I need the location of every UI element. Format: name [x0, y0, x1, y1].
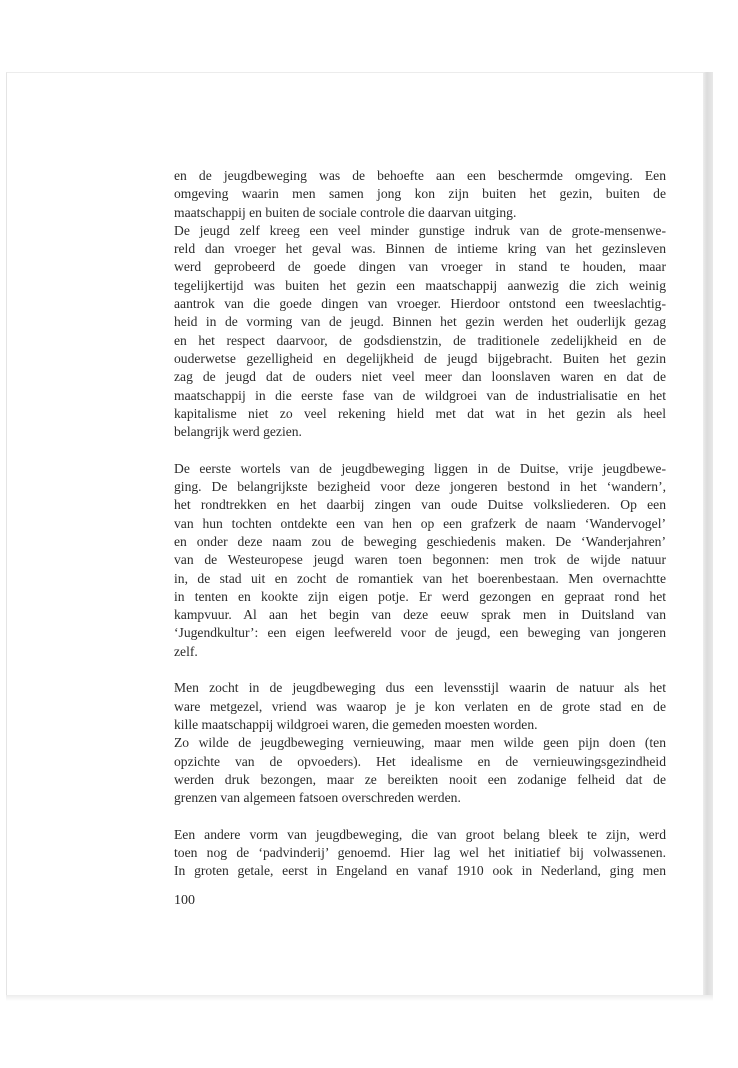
text-line: maatschappij en buiten de sociale controle die daarvan uitging.: [174, 204, 517, 220]
text-line: tegelijkertijd was buiten het gezin een maatschappij aanwezig die zich weinig: [174, 277, 666, 293]
text-line: zelf.: [174, 643, 198, 659]
text-line: kapitalisme niet zo veel rekening hield met dat wat in het gezin als heel: [174, 405, 666, 421]
text-line: van hun tochten ontdekte een van hen op een grafzerk de naam ‘Wandervogel’: [174, 515, 666, 531]
text-line: ware metgezel, vriend was waarop je je kon verlaten en de grote stad en de: [174, 698, 666, 714]
text-line: maatschappij in die eerste fase van de wildgroei van de industrialisatie en het: [174, 387, 666, 403]
paragraph-gap: [174, 807, 666, 825]
text-line: en het respect daarvoor, de godsdienstzin, de traditionele zedelijkheid en de: [174, 332, 666, 348]
text-line: ouderwetse gezelligheid en degelijkheid de jeugd bijgebracht. Buiten het gezin: [174, 350, 666, 366]
paragraph-gap: [174, 661, 666, 679]
text-line: Een andere vorm van jeugdbeweging, die van groot belang bleek te zijn, werd: [174, 826, 666, 842]
paragraph: [174, 222, 666, 442]
paragraph: [174, 679, 666, 734]
text-line: en onder deze naam zou de beweging geschiedenis maken. De ‘Wanderjahren’: [174, 533, 666, 549]
body-text: [174, 167, 666, 881]
text-line: kille maatschappij wildgroei waren, die gemeden moesten worden.: [174, 716, 538, 732]
paragraph: [174, 734, 666, 807]
text-line: werden druk bezongen, maar ze bereikten nooit een zodanige felheid dat de: [174, 771, 666, 787]
text-line: grenzen van algemeen fatsoen overschreden werden.: [174, 790, 461, 806]
text-line: ging. De belangrijkste bezigheid voor deze jongeren bestond in het ‘wandern’,: [174, 479, 666, 495]
text-line: heid in de vorming van de jeugd. Binnen het gezin werden het ouderlijk gezag: [174, 314, 666, 330]
text-line: opzichte van de opvoeders). Het idealisme en de vernieuwingsgezindheid: [174, 753, 666, 769]
text-line: het rondtrekken en het daarbij zingen van oude Duitse volksliederen. Op een: [174, 497, 666, 513]
page-shadow: [6, 995, 713, 1001]
paragraph-gap: [174, 441, 666, 459]
text-line: reld dan vroeger het geval was. Binnen de intieme kring van het gezinsleven: [174, 241, 666, 257]
text-line: toen nog de ‘padvinderij’ genoemd. Hier lag wel het initiatief bij volwassenen.: [174, 844, 666, 860]
text-line: aantrok van die goede dingen van vroeger. Hierdoor ontstond een tweeslachtig-: [174, 296, 666, 312]
page-edge: [703, 72, 713, 997]
text-line: omgeving waarin men samen jong kon zijn buiten het gezin, buiten de: [174, 186, 666, 202]
text-line: Men zocht in de jeugdbeweging dus een levensstijl waarin de natuur als het: [174, 680, 666, 696]
text-line: De eerste wortels van de jeugdbeweging liggen in de Duitse, vrije jeugdbewe-: [174, 460, 666, 476]
paragraph: [174, 460, 666, 661]
text-line: In groten getale, eerst in Engeland en vanaf 1910 ook in Nederland, ging men: [174, 863, 666, 879]
paragraph: [174, 826, 666, 881]
text-line: zag de jeugd dat de ouders niet veel meer dan loonslaven waren en dat de: [174, 369, 666, 385]
paragraph: [174, 167, 666, 222]
text-line: De jeugd zelf kreeg een veel minder gunstige indruk van de grote-mensenwe-: [174, 222, 666, 238]
text-line: ‘Jugendkultur’: een eigen leefwereld voor de jeugd, een beweging van jongeren: [174, 625, 666, 641]
text-line: in, de stad uit en zocht de romantiek van het boerenbestaan. Men overnachtte: [174, 570, 666, 586]
text-line: kampvuur. Al aan het begin van deze eeuw sprak men in Duitsland van: [174, 607, 666, 623]
text-line: van de Westeuropese jeugd waren toen begonnen: men trok de wijde natuur: [174, 552, 666, 568]
text-line: en de jeugdbeweging was de behoefte aan een beschermde omgeving. Een: [174, 168, 666, 183]
text-line: belangrijk werd gezien.: [174, 424, 302, 440]
text-line: in tenten en kookte zijn eigen potje. Er werd gezongen en gepraat rond het: [174, 588, 666, 604]
text-line: werd geprobeerd de goede dingen van vroeger in stand te houden, maar: [174, 259, 666, 275]
text-line: Zo wilde de jeugdbeweging vernieuwing, maar men wilde geen pijn doen (ten: [174, 735, 666, 751]
page-number: 100: [174, 893, 195, 908]
